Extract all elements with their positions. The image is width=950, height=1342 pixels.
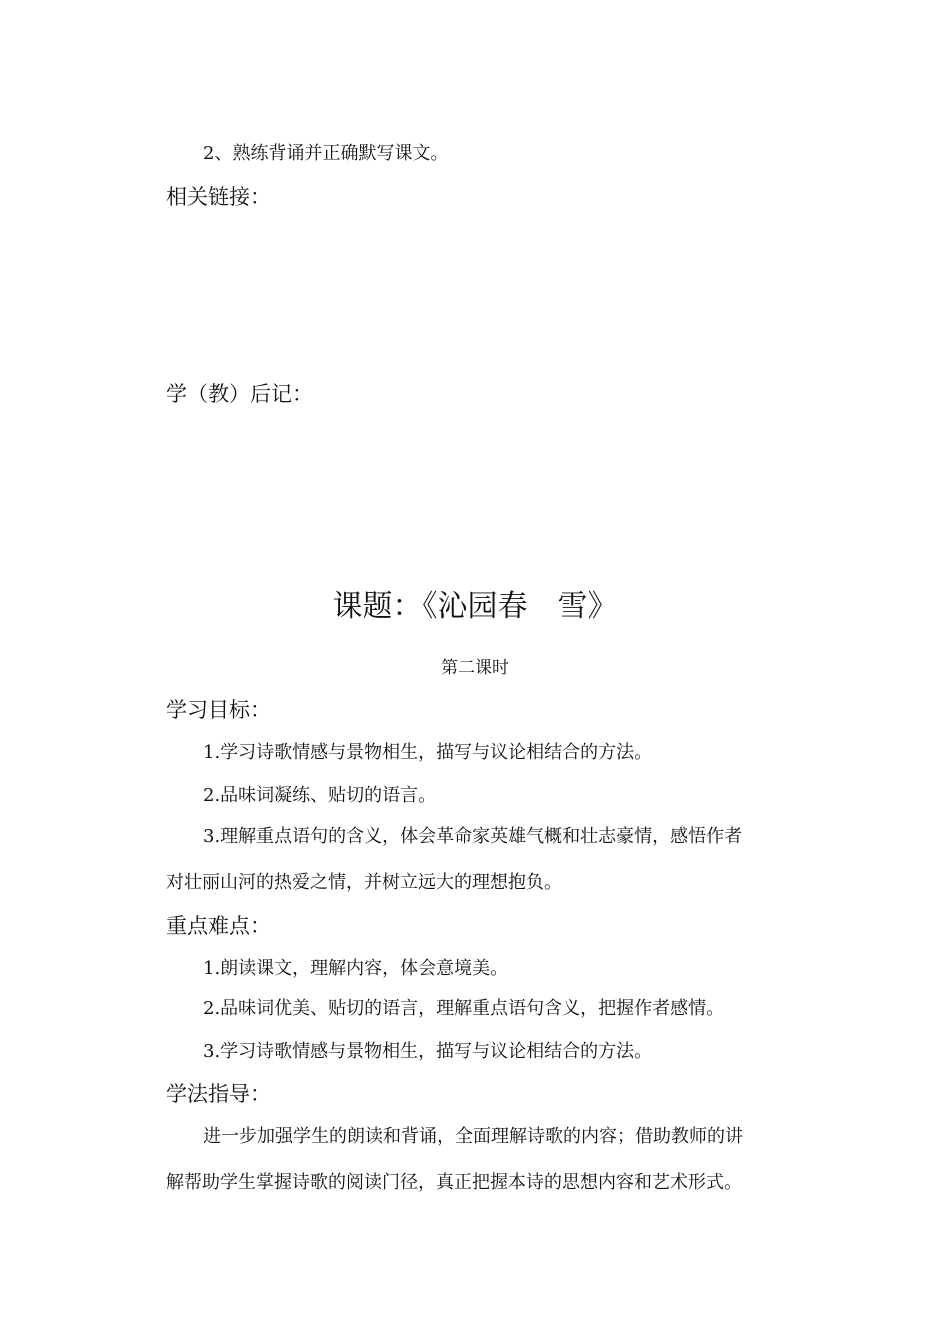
objective-item-1: 1.学习诗歌情感与景物相生，描写与议论相结合的方法。 <box>203 742 653 763</box>
key-points-label: 重点难点： <box>166 914 271 938</box>
objective-item-3-continuation: 对壮丽山河的热爱之情，并树立远大的理想抱负。 <box>166 872 562 893</box>
recitation-item: 2、熟练背诵并正确默写课文。 <box>203 143 449 164</box>
afterword-label: 学（教）后记： <box>166 382 313 406</box>
method-paragraph-line-2: 解帮助学生掌握诗歌的阅读门径，真正把握本诗的思想内容和艺术形式。 <box>166 1172 742 1193</box>
lesson-period: 第二课时 <box>441 658 509 678</box>
key-point-item-1: 1.朗读课文，理解内容，体会意境美。 <box>203 958 509 979</box>
objective-item-3: 3.理解重点语句的含义，体会革命家英雄气概和壮志豪情，感悟作者 <box>203 826 743 847</box>
related-links-label: 相关链接： <box>166 185 271 209</box>
key-point-item-2: 2.品味词优美、贴切的语言，理解重点语句含义，把握作者感情。 <box>203 998 725 1019</box>
objectives-label: 学习目标： <box>166 698 271 722</box>
lesson-title: 课题：《沁园春 雪》 <box>332 589 618 624</box>
method-paragraph-line-1: 进一步加强学生的朗读和背诵，全面理解诗歌的内容；借助教师的讲 <box>203 1126 743 1147</box>
method-label: 学法指导： <box>166 1082 271 1106</box>
objective-item-2: 2.品味词凝练、贴切的语言。 <box>203 785 437 806</box>
key-point-item-3: 3.学习诗歌情感与景物相生，描写与议论相结合的方法。 <box>203 1041 653 1062</box>
